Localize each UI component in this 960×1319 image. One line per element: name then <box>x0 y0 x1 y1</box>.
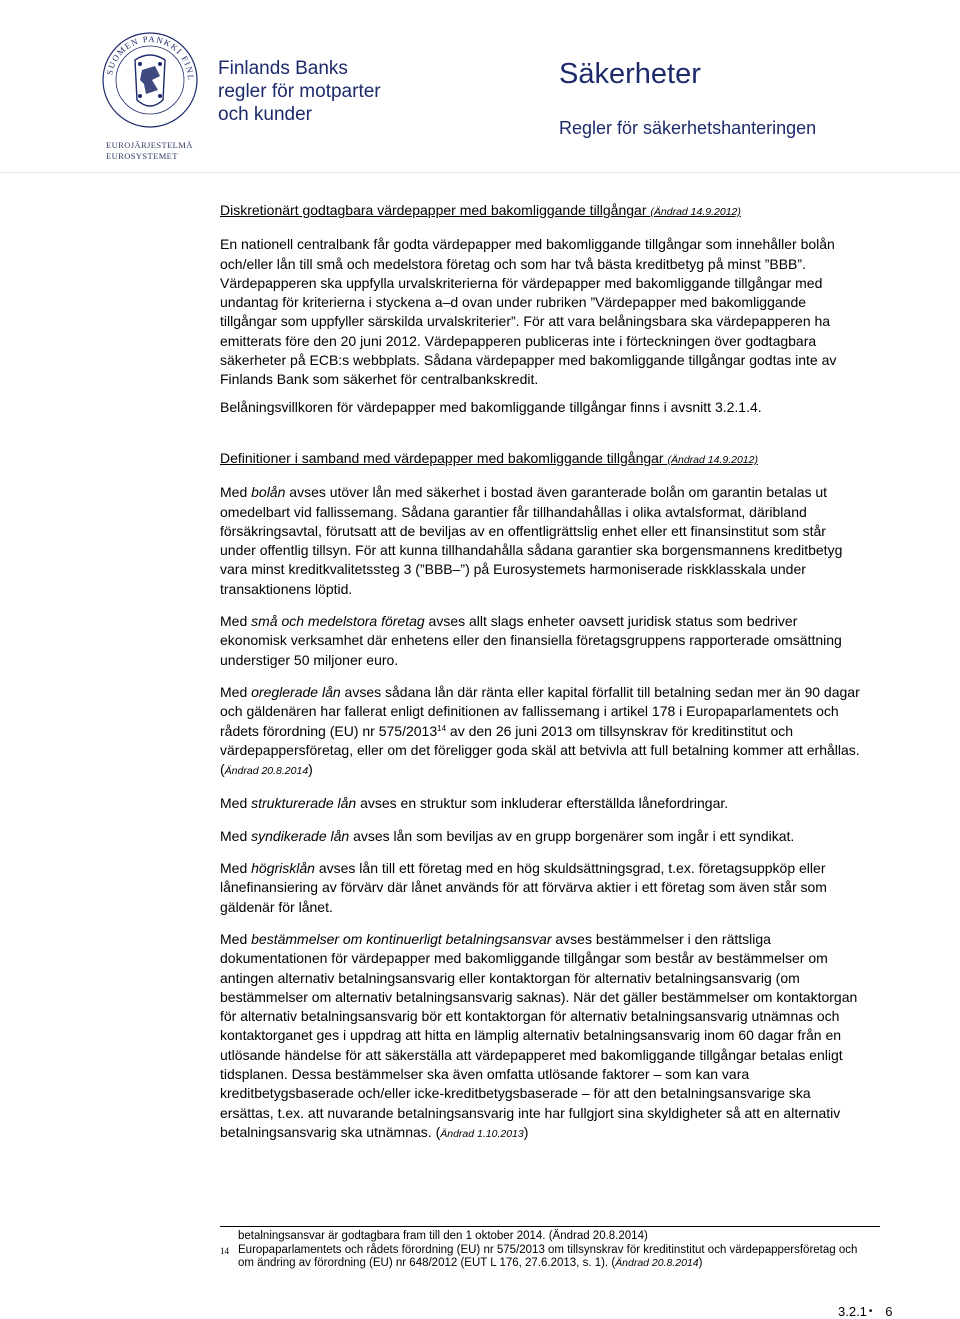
footnote-number: 14 <box>220 1246 229 1256</box>
definition-prefix: Med <box>220 484 252 501</box>
footnote-ref[interactable]: 14 <box>437 723 447 733</box>
section-heading-discretionary <box>220 201 860 222</box>
page-title: Säkerheter <box>559 58 701 90</box>
logo-eurosystem-text <box>106 140 196 162</box>
header-org-block <box>218 57 381 126</box>
heading-text: Definitioner i samband med värdepapper med bakomliggande tillgångar <box>220 449 664 466</box>
footnote-line1: betalningsansvar är godtagbara fram till den 1 oktober 2014. (Ändrad 20.8.2014) <box>238 1230 648 1242</box>
definition-term: syndikerade lån <box>251 827 350 844</box>
page-number: 6 <box>885 1304 893 1319</box>
definition-text: avses lån som beviljas av en grupp borgenärer som ingår i ett syndikat. <box>349 827 795 844</box>
definition-text: avses allt slags enheter oavsett juridisk status som bedriver ekonomisk verksamhet där enhetens eller den finansiella företagsgruppens rapporterade omsättning understiger 50 miljoner euro. <box>220 613 842 668</box>
logo-eurosystem-sv: EUROSYSTEMET <box>106 151 178 161</box>
definition-term: bestämmelser om kontinuerligt betalningsansvar <box>251 930 552 947</box>
definition-text: avses bestämmelser i den rättsliga dokumentationen för värdepapper med bakomliggande tillgångar som består av bestämmelser om antingen alternativ betalningsansvarig eller kontaktorgan för alternativ betalningsansvarig (om bestämmelser om alternativ betalningsansvarig saknas). När det gäller bestämmelser om kontaktorgan för alternativ betalningsansvarig bör ett kontaktorgan för alternativ betalningsansvarig utnämnas och kontaktorganet ges i uppdrag att hitta en lämplig alternativ betalningsansvarig inom 60 dagar från en utlösande händelse för att säkerställa att värdepapperet med bakomliggande tillgångar betalas enligt tidsplanen. Dessa bestämmelser ska även omfatta utlösande faktorer – som kan vara kreditbetygsbaserade och/eller icke-kreditbetygsbaserade – för att den betalningsansvarige ska ersättas, t.ex. att nuvarande betalningsansvarig inte har fullgjort sina skyldigheter så att en alternativ betalningsansvarig ska utnämnas. ( <box>220 930 858 1140</box>
bank-of-finland-logo <box>100 28 200 143</box>
paragraph-national-cb: En nationell centralbank får godta värdepapper med bakomliggande tillgångar som innehåller bolån och/eller lån till små och medelstora företag och som har två bästa kreditbetyg på minst ”BBB”. Värdepapperen ska uppfylla urvalskriterierna för värdepapper med bakomliggande tillgångar med undantag för kriterierna i styckena a–d ovan under rubriken ”Värdepapper med bakomliggande tillgångar som uppfyller särskilda urvalskriterier”. För att vara belåningsbara ska värdepapperen ha emitterats före den 20 juni 2012. Värdepapperen publiceras inte i förteckningen över godtagbara säkerheter på ECB:s webbplats. Sådana värdepapper med bakomliggande tillgångar godtas inte av Finlands Bank som säkerhet för centralbankskredit. <box>220 236 837 388</box>
definition-term: strukturerade lån <box>251 795 357 812</box>
logo-eurosystem-fi: EUROJÄRJESTELMÄ <box>106 140 193 150</box>
definition-text: avses en struktur som inkluderar efterställda lånefordringar. <box>356 795 729 812</box>
definition-prefix: Med <box>220 860 252 877</box>
definition-prefix: Med <box>220 827 252 844</box>
definition-bolan <box>220 483 860 599</box>
footnote-divider <box>220 1226 880 1227</box>
definition-text-cont: av den 26 juni 2013 om tillsynskrav för kreditinstitut och värdepappersföretag, eller om det föreligger goda skäl att betvivla att full betalning kommer att erhållas.( <box>220 722 860 778</box>
paren-close: ) <box>698 1257 703 1269</box>
amendment-note: Ändrad 20.8.2014 <box>615 1257 699 1269</box>
paragraph-collateral-terms: Belåningsvillkoren för värdepapper med bakomliggande tillgångar finns i avsnitt 3.2.1.4. <box>220 398 762 415</box>
definition-syndicated <box>220 827 860 846</box>
section-heading-definitions <box>220 449 860 470</box>
definition-prefix: Med <box>220 613 252 630</box>
definition-term: oreglerade lån <box>251 683 341 700</box>
bank-seal-icon <box>100 28 200 138</box>
definition-text: avses lån till ett företag med en hög skuldsättningsgrad, t.ex. företagsuppköp eller lånefinansiering av förvärv där lånet används för att förvärva aktier i ett företag som även står som gäldenär för lånet. <box>220 860 827 915</box>
paren-close: ) <box>308 761 313 778</box>
footnote-block <box>238 1230 858 1271</box>
page-header <box>0 0 960 173</box>
definition-term: små och medelstora företag <box>251 613 425 630</box>
bullet-separator: • <box>868 1306 873 1317</box>
definition-prefix: Med <box>220 683 252 700</box>
header-org-line1: Finlands Banks <box>218 58 348 79</box>
page-number-block <box>838 1304 893 1319</box>
logo-ring-text: SUOMEN PANKKI FINL <box>104 33 197 82</box>
definition-prefix: Med <box>220 795 252 812</box>
definition-non-performing <box>220 683 860 781</box>
definition-term: högrisklån <box>251 860 315 877</box>
definition-leveraged <box>220 859 860 917</box>
amendment-note: (Ändrad 14.9.2012) <box>650 206 741 218</box>
amendment-note: Ändrad 1.10.2013 <box>440 1127 524 1140</box>
amendment-note: Ändrad 20.8.2014 <box>224 765 309 778</box>
document-body <box>220 201 860 1144</box>
page-subtitle: Regler för säkerhetshanteringen <box>559 118 817 138</box>
paren-close: ) <box>523 1123 529 1140</box>
header-org-line2: regler för motparter <box>218 81 381 102</box>
heading-text: Diskretionärt godtagbara värdepapper med bakomliggande tillgångar <box>220 202 647 218</box>
definition-structured <box>220 794 860 813</box>
definition-sme <box>220 612 860 670</box>
definition-text: avses sådana lån där ränta eller kapital förfallit till betalning sedan mer än 90 dagar och gäldenären har fallerat enligt definitionen av fallissemang i artikel 178 i Europaparlamentets och rådets förordning (EU) nr 575/2013 <box>220 683 860 739</box>
footnote-text: Europaparlamentets och rådets förordning (EU) nr 575/2013 om tillsynskrav för kreditinstitut och värdepappersföretag och om ändring av förordning (EU) nr 648/2012 (EUT L 176, 27.6.2013, s. 1). ( <box>238 1243 858 1269</box>
definition-servicer-continuity <box>220 930 860 1144</box>
amendment-note: (Ändrad 14.9.2012) <box>667 453 758 466</box>
definition-prefix: Med <box>220 930 252 947</box>
section-number: 3.2.1 <box>838 1304 867 1319</box>
definition-text: avses utöver lån med säkerhet i bostad även garanterade bolån om garantin betalas ut omedelbart vid fallissemang. Sådana garantier får tillhandahållas i olika avtalsformat, däribland försäkringsavtal, förutsatt att de beviljas av en offentligrättslig enhet eller ett finansinstitut som står under offentlig tillsyn. För att kunna tillhandahålla sådana garantier ska borgensmannens kreditbetyg vara minst kreditkvalitetssteg 3 (”BBB–”) på Eurosystemets harmoniserade riskklasskala under transaktionens löptid. <box>220 484 843 597</box>
definition-term: bolån <box>251 484 286 501</box>
footnote-line2 <box>238 1244 858 1271</box>
header-org-line3: och kunder <box>218 104 313 125</box>
